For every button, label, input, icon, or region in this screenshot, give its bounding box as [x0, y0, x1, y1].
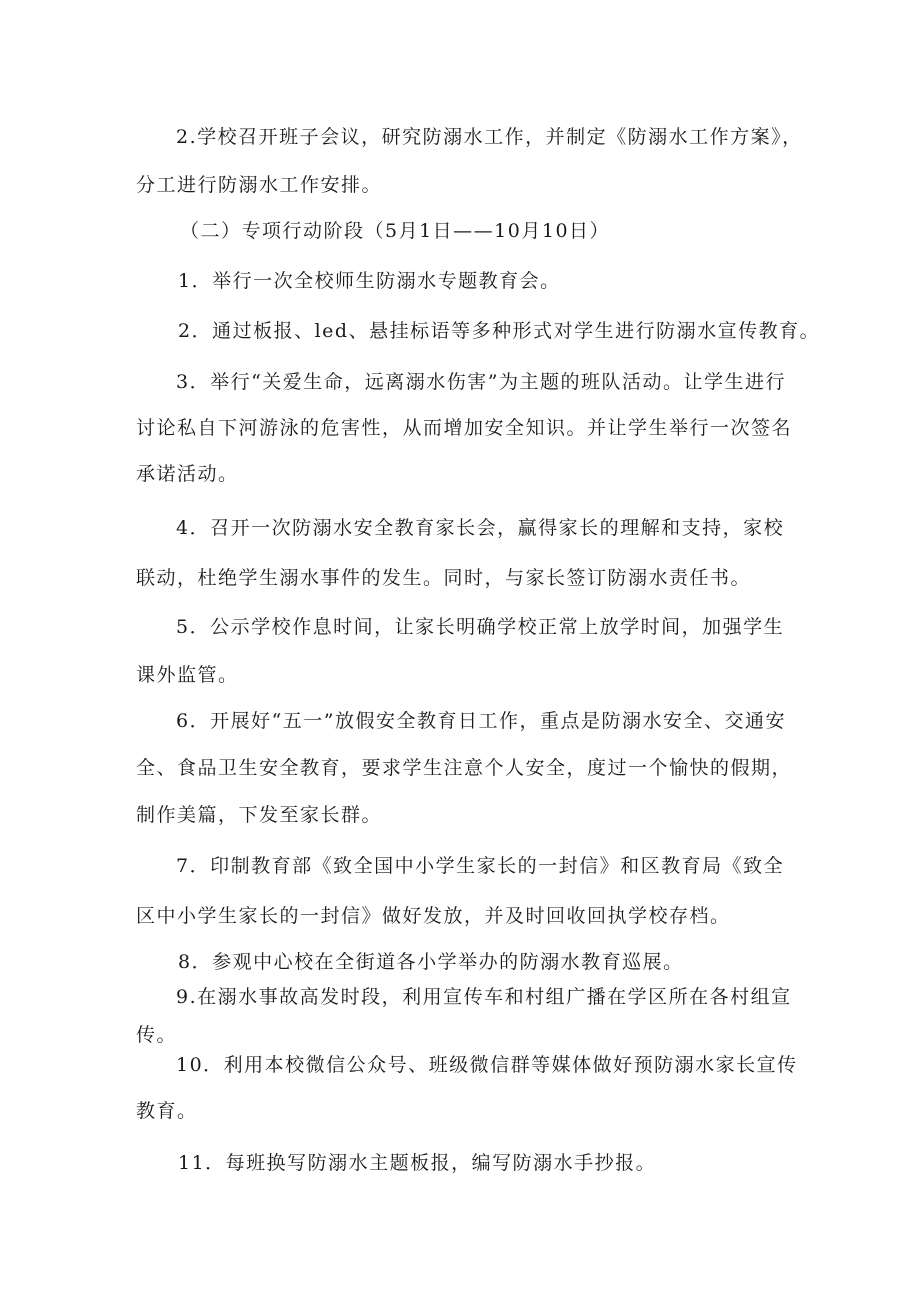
- item-9: 9.在溺水事故高发时段，利用宣传车和村组广播在学区所在各村组宣传。: [136, 986, 792, 1046]
- item-10: 10．利用本校微信公众号、班级微信群等媒体做好预防溺水家长宣传教育。: [136, 1054, 798, 1122]
- item-6: 6．开展好“五一”放假安全教育日工作，重点是防溺水安全、交通安全、食品卫生安全教育，要求学生注意个人安全，度过一个愉快的假期，制作美篇，下发至家长群。: [136, 710, 793, 826]
- item-7: 7．印制教育部《致全国中小学生家长的一封信》和区教育局《致全区中小学生家长的一封信》做好发放，并及时回收回执学校存档。: [136, 855, 785, 927]
- item-2: 2．通过板报、led、悬挂标语等多种形式对学生进行防溺水宣传教育。: [178, 320, 821, 342]
- item-1: 1．举行一次全校师生防溺水专题教育会。: [178, 270, 561, 292]
- item-3: 3．举行“关爱生命，远离溺水伤害”为主题的班队活动。让学生进行讨论私自下河游泳的危害性，从而增加安全知识。并让学生举行一次签名承诺活动。: [136, 371, 793, 485]
- item-8: 8．参观中心校在全街道各小学举办的防溺水教育巡展。: [178, 951, 684, 973]
- paragraph-2-meeting: 2.学校召开班子会议，研究防溺水工作，并制定《防溺水工作方案》，分工进行防溺水工作安排。: [136, 126, 803, 196]
- section-heading-special-action: （二）专项行动阶段（5月1日——10月10日）: [180, 220, 611, 242]
- item-5: 5．公示学校作息时间，让家长明确学校正常上放学时间，加强学生课外监管。: [136, 616, 785, 686]
- item-11: 11．每班换写防溺水主题板报，编写防溺水手抄报。: [178, 1152, 657, 1174]
- item-4: 4．召开一次防溺水安全教育家长会，赢得家长的理解和支持，家校联动，杜绝学生溺水事件的发生。同时，与家长签订防溺水责任书。: [136, 517, 785, 589]
